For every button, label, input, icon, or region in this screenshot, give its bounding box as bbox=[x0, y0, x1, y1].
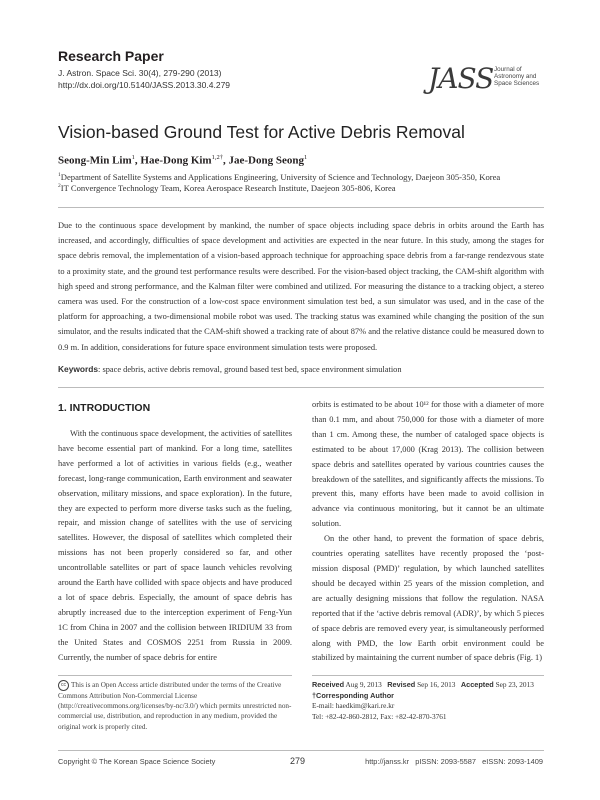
divider bbox=[58, 387, 544, 388]
page-number: 279 bbox=[290, 756, 306, 766]
journal-logo bbox=[428, 62, 548, 102]
affiliation: $^2$IT Convergence Technology Team, Korea Aerospace Research Institute, Daejeon 305-806, Korea bbox=[58, 183, 396, 193]
phone: Tel: +82-42-860-2812, Fax: +82-42-870-3761 bbox=[312, 711, 447, 721]
paragraph: orbits is estimated to be about 10¹² for those with a diameter of more than 0.1 mm, and about 750,000 for those with a diameter of more than 1 cm. Among these, the number of cataloged space objects is estimated to be about 17,000 (Krag 2013). The collision between space debris and satellites operated by various countries causes the breakdown of the satellites, and significantly affects the missions. To prevent this, many efforts have been made to avoid collision in advance via continuous monitoring, but it cannot be an ultimate solution. bbox=[312, 400, 544, 529]
body-column-right bbox=[312, 398, 544, 666]
copyright: Copyright © The Korean Space Science Society bbox=[58, 757, 216, 766]
logo-text: Journal of Astronomy and Space Sciences bbox=[494, 66, 540, 87]
citation: J. Astron. Space Sci. 30(4), 279-290 (2013) bbox=[58, 68, 222, 78]
doi-link[interactable]: http://dx.doi.org/10.5140/JASS.2013.30.4.279 bbox=[58, 80, 231, 90]
issn-info: http://janss.kr pISSN: 2093-5587 eISSN: 2093-1409 bbox=[365, 757, 543, 766]
article-dates: Received Aug 9, 2013 Revised Sep 16, 2013 Accepted Sep 23, 2013 †Corresponding Author E-mail: haedkim@kari.re.kr Tel: +82-42-860-2812, Fax: +82-42-870-3761 bbox=[312, 680, 544, 722]
divider bbox=[58, 675, 292, 676]
divider bbox=[58, 750, 544, 751]
creative-commons-icon: cc bbox=[58, 680, 69, 691]
paragraph: With the continuous space development, the activities of satellites have become essential part of mankind. For a long time, satellites have performed a lot of activities in various fields (e.g., weather forecast, long-range communication, Earth environment and seawater observation, military missions, and space exploration). In the future, they are expected to perform more diverse tasks such as the fueling, repair, and mission change of satellites with the use of servicing satellites. However, the disposal of satellites which completed their missions has not been properly considered so far, and other uncontrollable satellites or part of space launch vehicles revolving around the Earth have collided with space objects and have produced a lot of space debris. Especially, the amount of space debris has abruptly increased due to the interception experiment of Feng-Yun 1C from China in 2007 and the collision between IRIDIUM 33 from the United States and COSMOS 2251 from Russia in 2009. Currently, the number of space debris for entire bbox=[58, 429, 292, 662]
abstract: Due to the continuous space development by mankind, the number of space objects including space debris in orbits around the Earth has increased, and accordingly, difficulties of space development and activities are expected in the near future. In this study, among the stages for space debris removal, the implementation of a vision-based approach technique for approaching space debris from a far-range rendezvous state to a proximity state, and the ground test performance results were described. For the vision-based object tracking, the CAM-shift algorithm with high speed and strong performance, and the Kalman filter were combined and utilized. For measuring the distance to a tracking object, a stereo camera was used. For the construction of a low-cost space environment simulation test bed, a sun simulator was used, and in the case of the platform for approaching, a two-dimensional mobile robot was used. The tracking status was examined while changing the position of the sun simulator, and the results indicated that the CAM-shift showed a tracking rate of about 87% and the relative distance could be measured down to 0.9 m. In addition, considerations for future space environment simulation tests were proposed. bbox=[58, 221, 544, 352]
body-column-left bbox=[58, 427, 292, 666]
license-note: cc This is an Open Access article distributed under the terms of the Creative Commons Attribution Non-Commercial License (http://creativecommons.org/licenses/by-nc/3.0/) which permits unrestricted non-commercial use, distribution, and reproduction in any medium, provided the original work is properly cited. bbox=[58, 681, 292, 731]
article-type-label: Research Paper bbox=[58, 48, 164, 64]
email[interactable]: E-mail: haedkim@kari.re.kr bbox=[312, 701, 395, 710]
paper-title: Vision-based Ground Test for Active Debris Removal bbox=[58, 122, 465, 142]
author-name: Jae-Dong Seong bbox=[228, 154, 304, 167]
divider bbox=[312, 675, 544, 676]
author-list: Seong-Min Lim$^1$, Hae-Dong Kim$^{1,2\dagger}$, Jae-Dong Seong$^1$ bbox=[58, 154, 308, 167]
keywords: Keywords: space debris, active debris removal, ground based test bed, space environment simulation bbox=[58, 364, 402, 374]
affiliation: $^1$Department of Satellite Systems and Applications Engineering, University of Science and Technology, Daejeon 305-350, Korea bbox=[58, 172, 501, 182]
logo-mark: JASS bbox=[428, 62, 494, 95]
corresponding-author-label: †Corresponding Author bbox=[312, 690, 395, 700]
paragraph: On the other hand, to prevent the formation of space debris, countries operating satellites have recently proposed the ‘post-mission disposal (PMD)’ regulation, by which launched satellites should be decayed within 25 years of the mission completion, and are actually designing missions that follow the regulation. NASA reported that if the ‘active debris removal (ADR)’, by which 5 pieces of space debris are removed every year, is simultaneously performed along with PMD, the low Earth orbit environment could be stabilized by maintaining the current number of space debris (Fig. 1) bbox=[312, 534, 544, 663]
author-name: Seong-Min Lim bbox=[58, 154, 132, 167]
author-name: Hae-Dong Kim bbox=[140, 154, 212, 167]
section-heading: 1. INTRODUCTION bbox=[58, 402, 151, 414]
divider bbox=[58, 207, 544, 208]
